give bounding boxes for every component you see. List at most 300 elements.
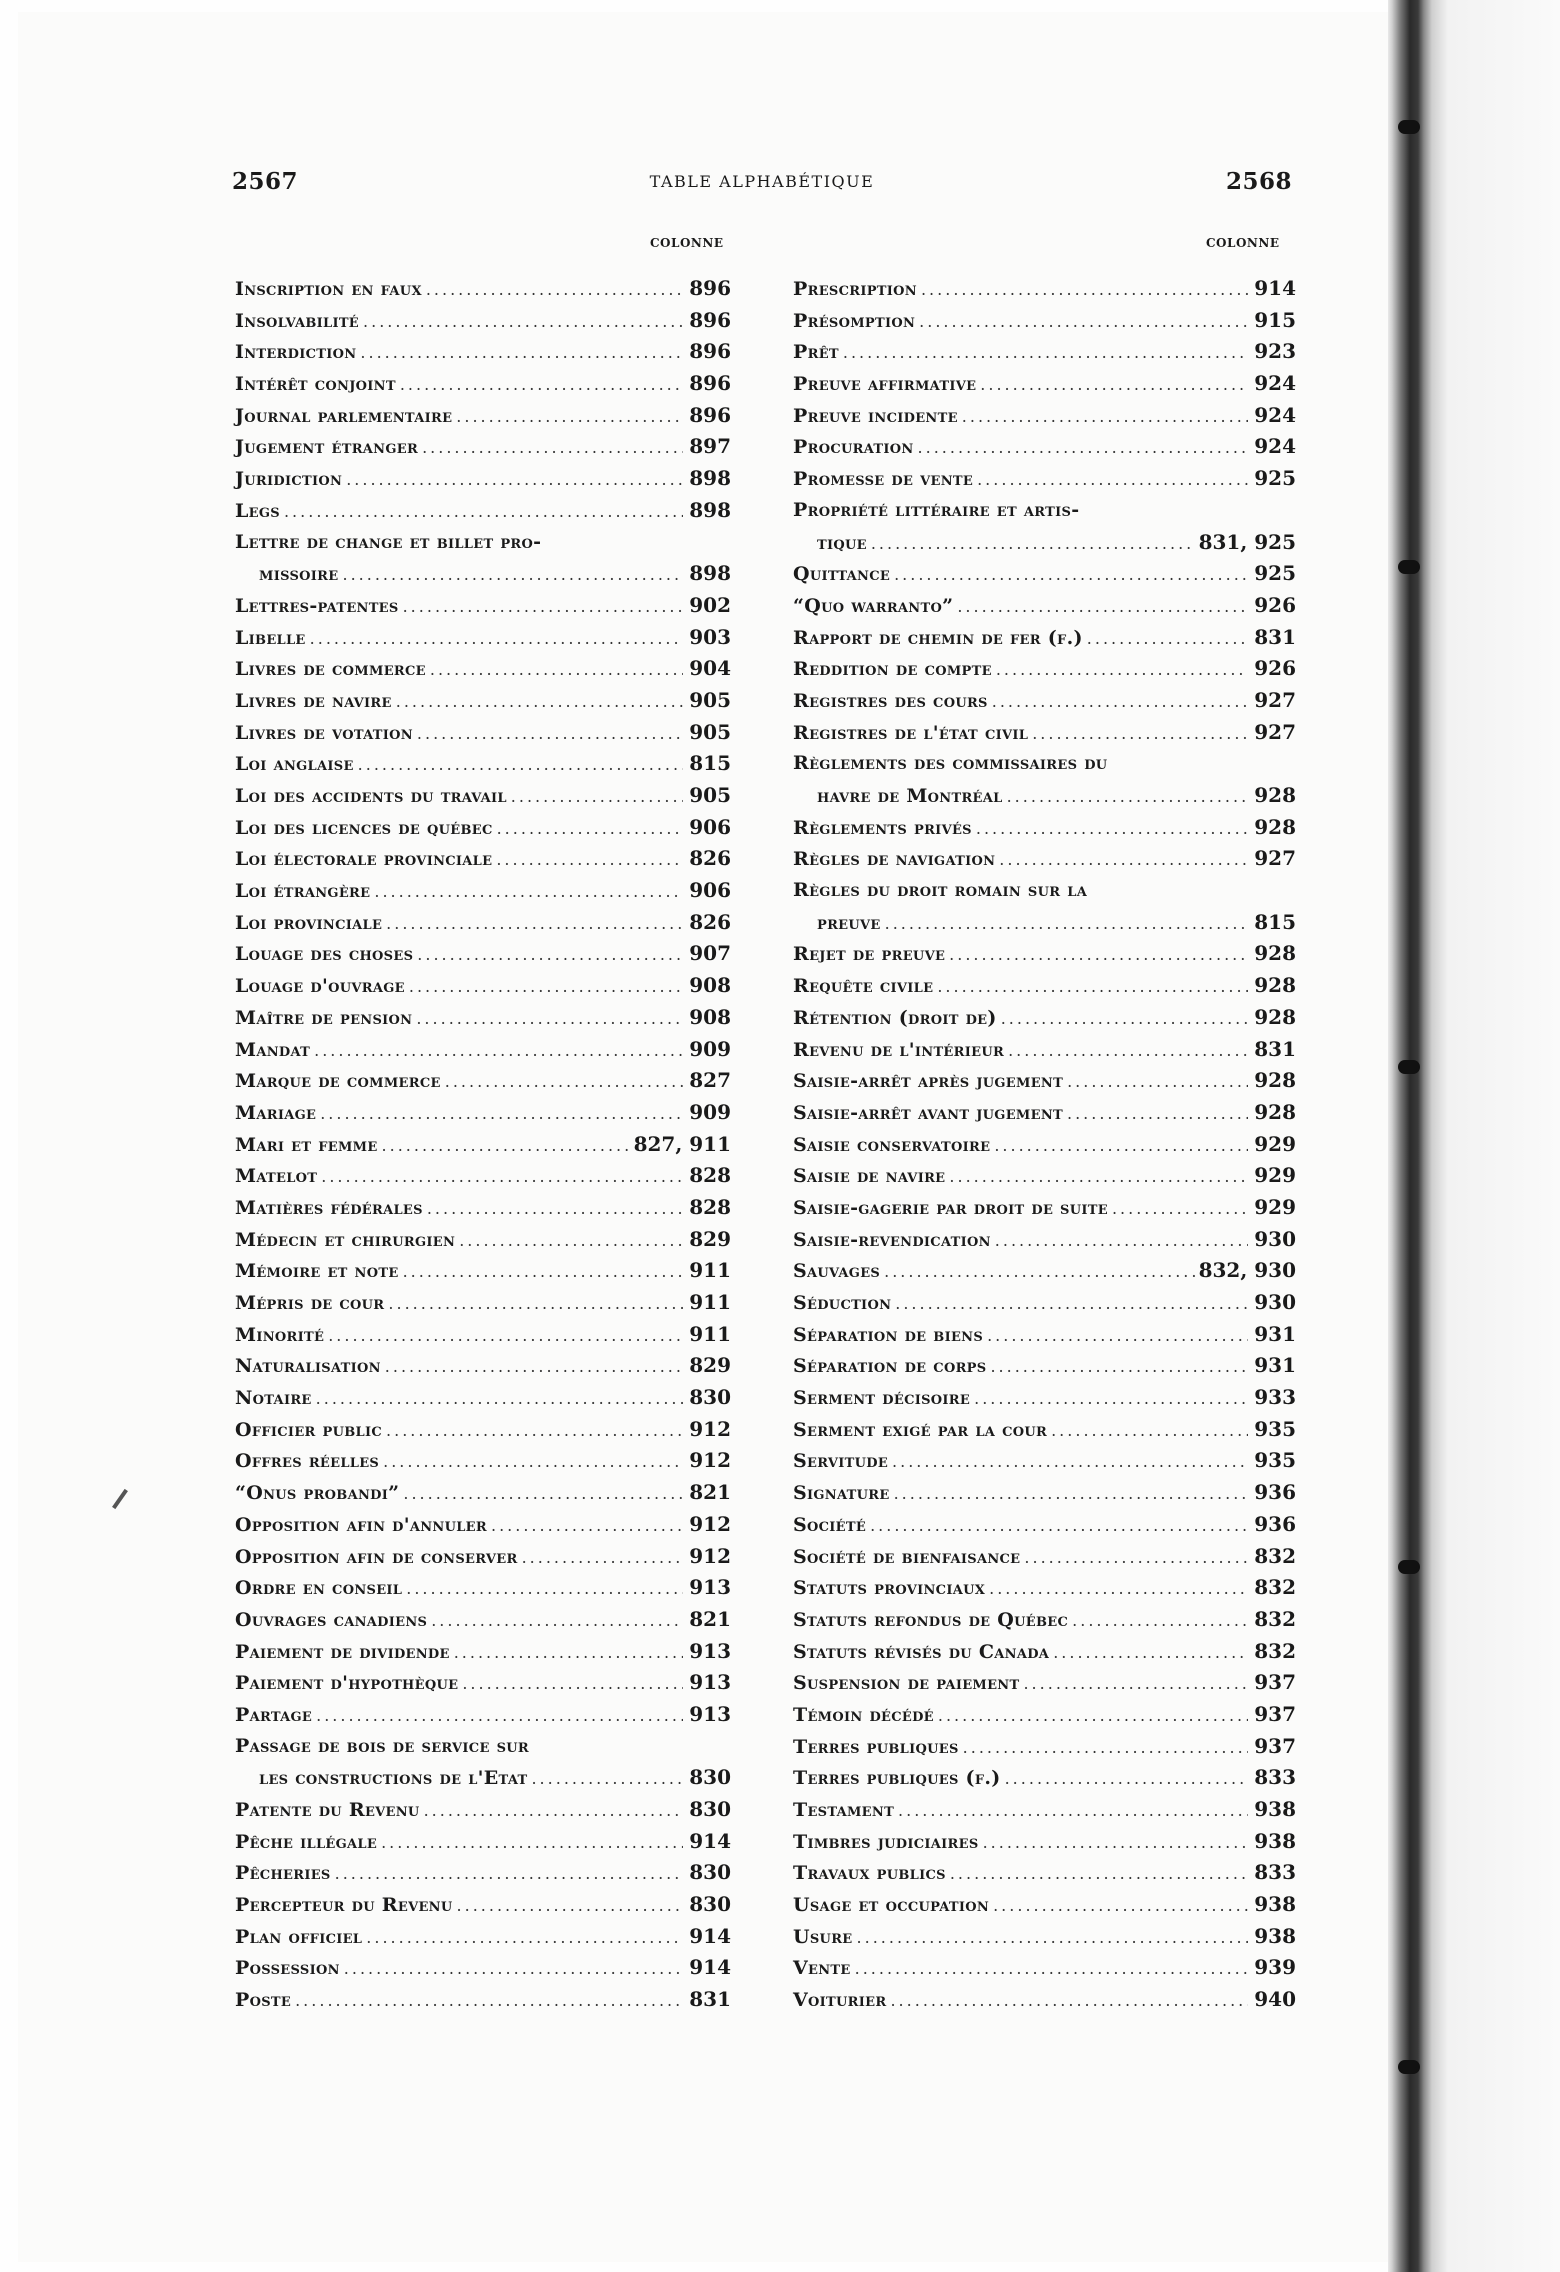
index-entry	[235, 400, 731, 432]
entry-column-number: 896	[689, 402, 731, 427]
entry-column-number: 830	[689, 1385, 731, 1410]
entry-term: Règlements privés	[793, 816, 972, 839]
index-entry	[235, 368, 731, 400]
entry-term: Legs	[235, 499, 280, 522]
entry-column-number: 898	[689, 466, 731, 491]
entry-column-number: 936	[1254, 1511, 1296, 1536]
index-entry	[793, 812, 1296, 844]
leader-dots	[884, 1256, 1194, 1288]
entry-term: Mémoire et note	[235, 1260, 399, 1283]
entry-column-number: 828	[689, 1194, 731, 1219]
index-entry	[793, 1794, 1296, 1826]
entry-term: Preuve affirmative	[793, 373, 977, 396]
entry-term: Loi des licences de québec	[235, 816, 493, 839]
index-entry	[793, 463, 1296, 495]
entry-term: Minorité	[235, 1323, 325, 1346]
index-entry	[793, 653, 1296, 685]
index-entry	[793, 843, 1296, 875]
entry-term: Livres de navire	[235, 689, 392, 712]
index-entry	[793, 748, 1296, 811]
entry-term: Lettres-patentes	[235, 594, 399, 617]
entry-term: Inscription en faux	[235, 278, 422, 300]
leader-dots	[363, 306, 683, 338]
entry-column-number: 912	[689, 1416, 731, 1441]
entry-term: Quittance	[793, 563, 891, 586]
entry-term: Séduction	[793, 1292, 892, 1314]
entry-term-continuation: tique	[817, 531, 867, 554]
index-entry	[235, 1857, 731, 1889]
leader-dots	[989, 1573, 1248, 1605]
leader-dots	[427, 1193, 683, 1225]
leader-dots	[522, 1542, 683, 1574]
index-entry	[235, 1826, 731, 1858]
entry-column-number: 815	[1254, 909, 1296, 934]
leader-dots	[462, 1668, 683, 1700]
entry-column-number: 821	[689, 1606, 731, 1631]
leader-dots	[976, 813, 1248, 845]
entry-column-number: 914	[1254, 276, 1296, 300]
entry-column-number: 826	[689, 909, 731, 934]
index-entry	[235, 1667, 731, 1699]
index-entry	[235, 1509, 731, 1541]
index-entry	[235, 907, 731, 939]
leader-dots	[938, 1700, 1248, 1732]
entry-term: Journal parlementaire	[235, 404, 453, 427]
binding-stitch	[1398, 2060, 1420, 2074]
leader-dots	[430, 654, 683, 686]
entry-column-number: 905	[689, 783, 731, 807]
index-entry	[235, 590, 731, 622]
index-entry	[793, 1572, 1296, 1604]
entry-column-number: 928	[1254, 973, 1296, 998]
index-entry	[793, 1350, 1296, 1382]
index-entry	[793, 1224, 1296, 1256]
entry-column-number: 903	[689, 624, 731, 649]
entry-term: Mari et femme	[235, 1133, 378, 1156]
entry-column-number: 924	[1254, 402, 1296, 427]
entry-term: Paiement d'hypothèque	[235, 1672, 459, 1695]
leader-dots	[1005, 1763, 1248, 1795]
entry-term: Libelle	[235, 626, 306, 649]
index-entry	[235, 1255, 731, 1287]
leader-dots	[491, 1510, 683, 1542]
entry-term: Reddition de compte	[793, 658, 992, 681]
entry-column-number: 832	[1254, 1638, 1296, 1663]
entry-term: Mariage	[235, 1101, 317, 1124]
entry-term: Société	[793, 1513, 867, 1536]
entry-column-number: 830	[689, 1797, 731, 1821]
index-entry	[235, 527, 731, 590]
leader-dots	[1051, 1415, 1248, 1447]
entry-term: Séparation de corps	[793, 1355, 987, 1378]
leader-dots	[511, 781, 683, 813]
entry-column-number: 938	[1254, 1828, 1296, 1853]
entry-column-number: 931	[1254, 1321, 1296, 1346]
leader-dots	[366, 1922, 683, 1954]
entry-term-continuation: havre de Montréal	[817, 785, 1003, 807]
leader-dots	[983, 1827, 1248, 1859]
entry-column-number: 827, 911	[633, 1131, 731, 1156]
leader-dots	[459, 1225, 683, 1257]
entry-term: Patente du Revenu	[235, 1799, 420, 1821]
index-entry	[793, 970, 1296, 1002]
leader-dots	[416, 1003, 683, 1035]
entry-term: Prêt	[793, 341, 839, 364]
index-entry	[235, 717, 731, 749]
entry-term: Louage d'ouvrage	[235, 975, 405, 998]
entry-column-number: 831, 925	[1198, 529, 1296, 554]
entry-term: Loi provinciale	[235, 911, 383, 934]
entry-term: Percepteur du Revenu	[235, 1894, 453, 1917]
running-title: TABLE ALPHABÉTIQUE	[649, 172, 875, 191]
leader-dots	[996, 654, 1248, 686]
leader-dots	[919, 306, 1248, 338]
index-entry	[235, 1636, 731, 1668]
index-entry	[235, 970, 731, 1002]
entry-column-number: 830	[689, 1892, 731, 1917]
entry-column-number: 927	[1254, 719, 1296, 744]
entry-term: Testament	[793, 1799, 895, 1821]
entry-column-number: 829	[689, 1226, 731, 1251]
entry-term: Ouvrages canadiens	[235, 1608, 428, 1631]
index-entry	[793, 1952, 1296, 1984]
entry-column-number: 924	[1254, 371, 1296, 396]
entry-term: Opposition afin de conserver	[235, 1545, 518, 1568]
leader-dots	[382, 1130, 630, 1162]
index-entry	[793, 1065, 1296, 1097]
index-entry	[235, 305, 731, 337]
right-page-number: 2568	[1225, 168, 1292, 195]
entry-column-number: 926	[1254, 656, 1296, 681]
index-entry	[793, 1287, 1296, 1319]
entry-term: Usage et occupation	[793, 1894, 990, 1917]
entry-term: Serment décisoire	[793, 1387, 971, 1410]
index-entry	[235, 875, 731, 907]
entry-term: Terres publiques	[793, 1735, 959, 1758]
index-entry	[793, 368, 1296, 400]
index-entry	[235, 1382, 731, 1414]
entry-column-number: 938	[1254, 1892, 1296, 1917]
entry-column-number: 831	[1254, 624, 1296, 649]
binding-stitch	[1398, 560, 1420, 574]
entry-column-number: 940	[1254, 1987, 1296, 2012]
entry-column-number: 906	[689, 878, 731, 903]
leader-dots	[457, 1890, 683, 1922]
leader-dots	[937, 971, 1248, 1003]
entry-term: Poste	[235, 1989, 292, 2012]
entry-term: Promesse de vente	[793, 468, 974, 491]
entry-term: Livres de commerce	[235, 658, 426, 681]
entry-term: Statuts révisés du Canada	[793, 1640, 1050, 1663]
entry-term: Matières fédérales	[235, 1196, 423, 1219]
entry-term: Serment exigé par la cour	[793, 1418, 1048, 1441]
entry-column-number: 821	[689, 1480, 731, 1505]
leader-dots	[890, 1985, 1248, 2017]
leader-dots	[918, 432, 1248, 464]
index-entry	[793, 336, 1296, 368]
leader-dots	[456, 401, 683, 433]
index-entry	[235, 1604, 731, 1636]
entry-column-number: 928	[1254, 1004, 1296, 1029]
binding-stitch	[1398, 120, 1420, 134]
entry-column-number: 929	[1254, 1163, 1296, 1188]
page-header	[232, 168, 1292, 208]
entry-term: Règles du droit romain sur la	[793, 879, 1088, 902]
index-entry	[235, 622, 731, 654]
entry-column-number: 935	[1254, 1416, 1296, 1441]
entry-column-number: 833	[1254, 1860, 1296, 1885]
entry-column-number: 830	[689, 1860, 731, 1885]
leader-dots	[894, 559, 1248, 591]
entry-column-number: 826	[689, 846, 731, 871]
binding-stitch	[1398, 1560, 1420, 1574]
leader-dots	[422, 432, 683, 464]
leader-dots	[974, 1383, 1248, 1415]
entry-column-number: 896	[689, 371, 731, 396]
leader-dots	[284, 496, 683, 528]
index-entry	[235, 1731, 731, 1794]
entry-term: Insolvabilité	[235, 309, 360, 332]
entry-term: Preuve incidente	[793, 404, 958, 427]
entry-term: Opposition afin d'annuler	[235, 1513, 487, 1536]
leader-dots	[409, 971, 683, 1003]
entry-term: Séparation de biens	[793, 1323, 984, 1346]
entry-term: Loi des accidents du travail	[235, 785, 507, 807]
entry-column-number: 912	[689, 1543, 731, 1568]
entry-term: Jugement étranger	[235, 436, 419, 459]
index-entry	[793, 1667, 1296, 1699]
index-entry	[235, 780, 731, 812]
entry-column-number: 924	[1254, 434, 1296, 459]
leader-dots	[892, 1446, 1248, 1478]
entry-column-number: 828	[689, 1163, 731, 1188]
entry-term: Loi électorale provinciale	[235, 848, 493, 871]
entry-column-number: 898	[689, 497, 731, 522]
leader-dots	[1007, 781, 1248, 813]
entry-term: Médecin et chirurgien	[235, 1228, 456, 1251]
entry-column-number: 937	[1254, 1701, 1296, 1726]
entry-column-number: 896	[689, 339, 731, 364]
leader-dots	[1112, 1193, 1248, 1225]
index-entry	[793, 1097, 1296, 1129]
entry-column-number: 906	[689, 814, 731, 839]
leader-dots	[381, 1827, 683, 1859]
entry-term: Matelot	[235, 1165, 318, 1188]
leader-dots	[431, 1605, 683, 1637]
entry-column-number: 833	[1254, 1765, 1296, 1790]
entry-column-number: 908	[689, 1004, 731, 1029]
index-entry	[793, 1509, 1296, 1541]
entry-term: Marque de commerce	[235, 1070, 441, 1093]
leader-dots	[855, 1953, 1248, 1985]
entry-column-number: 909	[689, 1099, 731, 1124]
entry-term: Officier public	[235, 1418, 383, 1441]
left-index-column	[235, 273, 731, 2016]
index-entry	[793, 1034, 1296, 1066]
entry-column-number: 925	[1254, 561, 1296, 586]
leader-dots	[949, 1161, 1248, 1193]
index-entry	[235, 812, 731, 844]
index-entry	[235, 1002, 731, 1034]
entry-column-number: 831	[689, 1987, 731, 2012]
entry-column-number: 827	[689, 1068, 731, 1093]
index-entry	[793, 495, 1296, 558]
entry-column-number: 929	[1254, 1131, 1296, 1156]
entry-term: Timbres judiciaires	[793, 1830, 979, 1853]
leader-dots	[949, 939, 1248, 971]
entry-column-number: 913	[689, 1575, 731, 1600]
index-entry	[235, 336, 731, 368]
entry-term: Maître de pension	[235, 1006, 413, 1029]
index-entry	[235, 843, 731, 875]
entry-column-number: 939	[1254, 1955, 1296, 1980]
entry-column-number: 923	[1254, 339, 1296, 364]
index-entry	[793, 1477, 1296, 1509]
entry-term: Règlements des commissaires du	[793, 752, 1108, 775]
leader-dots	[1087, 623, 1248, 655]
leader-dots	[992, 686, 1248, 718]
leader-dots	[426, 274, 683, 306]
leader-dots	[885, 908, 1248, 940]
leader-dots	[497, 813, 683, 845]
index-entry	[235, 1350, 731, 1382]
entry-term: Vente	[793, 1957, 851, 1980]
entry-column-number: 898	[689, 561, 731, 586]
index-entry	[235, 748, 731, 780]
index-entry	[793, 1541, 1296, 1573]
entry-term: Plan officiel	[235, 1925, 363, 1948]
leader-dots	[316, 1700, 683, 1732]
entry-column-number: 896	[689, 276, 731, 300]
leader-dots	[1023, 1668, 1248, 1700]
entry-term: Servitude	[793, 1450, 889, 1473]
leader-dots	[388, 1288, 683, 1320]
leader-dots	[871, 528, 1195, 560]
leader-dots	[386, 908, 683, 940]
leader-dots	[496, 844, 683, 876]
book-binding	[1388, 0, 1560, 2272]
leader-dots	[316, 1383, 683, 1415]
entry-term: Suspension de paiement	[793, 1672, 1020, 1695]
entry-column-number: 909	[689, 1036, 731, 1061]
entry-term: Propriété littéraire et artis-	[793, 498, 1080, 521]
entry-term: Prescription	[793, 278, 917, 300]
leader-dots	[335, 1858, 683, 1890]
entry-column-number: 925	[1254, 466, 1296, 491]
index-entry	[235, 1572, 731, 1604]
entry-column-number: 911	[689, 1258, 731, 1283]
entry-term: “Quo warranto”	[793, 594, 954, 617]
leader-dots	[993, 1890, 1248, 1922]
entry-term: Mandat	[235, 1038, 311, 1061]
index-entry	[793, 938, 1296, 970]
entry-column-number: 938	[1254, 1923, 1296, 1948]
entry-term: Travaux publics	[793, 1862, 946, 1885]
leader-dots	[396, 686, 683, 718]
leader-dots	[424, 1795, 683, 1827]
index-entry	[235, 1160, 731, 1192]
leader-dots	[957, 591, 1248, 623]
entry-column-number: 911	[689, 1290, 731, 1314]
leader-dots	[1067, 1098, 1248, 1130]
index-entry	[793, 1762, 1296, 1794]
entry-column-number: 931	[1254, 1353, 1296, 1378]
index-entry	[793, 1255, 1296, 1287]
index-entry	[793, 622, 1296, 654]
leader-dots	[1053, 1637, 1248, 1669]
entry-term: Règles de navigation	[793, 848, 996, 871]
entry-term: Société de bienfaisance	[793, 1545, 1021, 1568]
entry-term: Pêche illégale	[235, 1830, 378, 1853]
index-entry	[235, 1984, 731, 2016]
entry-column-number: 896	[689, 307, 731, 332]
leader-dots	[403, 1478, 683, 1510]
leader-dots	[400, 369, 683, 401]
entry-column-number: 914	[689, 1923, 731, 1948]
entry-term: Saisie-revendication	[793, 1228, 991, 1251]
entry-term: Saisie-gagerie par droit de suite	[793, 1196, 1108, 1219]
index-entry	[235, 1414, 731, 1446]
entry-term: Partage	[235, 1703, 313, 1726]
leader-dots	[346, 464, 683, 496]
entry-column-number: 926	[1254, 592, 1296, 617]
leader-dots	[963, 1732, 1248, 1764]
entry-term: Louage des choses	[235, 943, 414, 966]
index-entry	[793, 1636, 1296, 1668]
entry-column-number: 832, 930	[1198, 1258, 1296, 1283]
right-index-column	[793, 273, 1296, 2016]
leader-dots	[406, 1573, 683, 1605]
entry-term: Naturalisation	[235, 1355, 381, 1378]
leader-dots	[385, 1351, 683, 1383]
index-entry	[793, 1604, 1296, 1636]
entry-term: Témoin décédé	[793, 1703, 934, 1726]
leader-dots	[857, 1922, 1248, 1954]
index-entry	[793, 1002, 1296, 1034]
entry-term: Possession	[235, 1957, 340, 1980]
index-entry	[793, 273, 1296, 305]
entry-term: Saisie-arrêt après jugement	[793, 1070, 1064, 1093]
index-entry	[235, 1319, 731, 1351]
index-entry	[793, 685, 1296, 717]
leader-dots	[383, 1446, 683, 1478]
index-entry	[235, 685, 731, 717]
index-entry	[793, 1984, 1296, 2016]
index-entry	[235, 273, 731, 305]
index-entry	[793, 1414, 1296, 1446]
leader-dots	[1008, 1035, 1248, 1067]
index-entry	[235, 1794, 731, 1826]
entry-term: Saisie conservatoire	[793, 1133, 991, 1156]
index-entry	[793, 1921, 1296, 1953]
leader-dots	[417, 718, 683, 750]
leader-dots	[1024, 1542, 1248, 1574]
index-entry	[235, 653, 731, 685]
entry-column-number: 928	[1254, 1099, 1296, 1124]
index-entry	[235, 1065, 731, 1097]
entry-column-number: 830	[689, 1765, 731, 1790]
index-entry	[793, 1889, 1296, 1921]
index-entry	[793, 558, 1296, 590]
entry-term: Requête civile	[793, 975, 934, 998]
entry-column-number: 915	[1254, 307, 1296, 332]
entry-term: “Onus probandi”	[235, 1482, 400, 1505]
entry-column-number: 938	[1254, 1797, 1296, 1821]
entry-column-number: 832	[1254, 1543, 1296, 1568]
entry-term: Procuration	[793, 436, 914, 459]
entry-column-number: 933	[1254, 1385, 1296, 1410]
leader-dots	[403, 1256, 683, 1288]
